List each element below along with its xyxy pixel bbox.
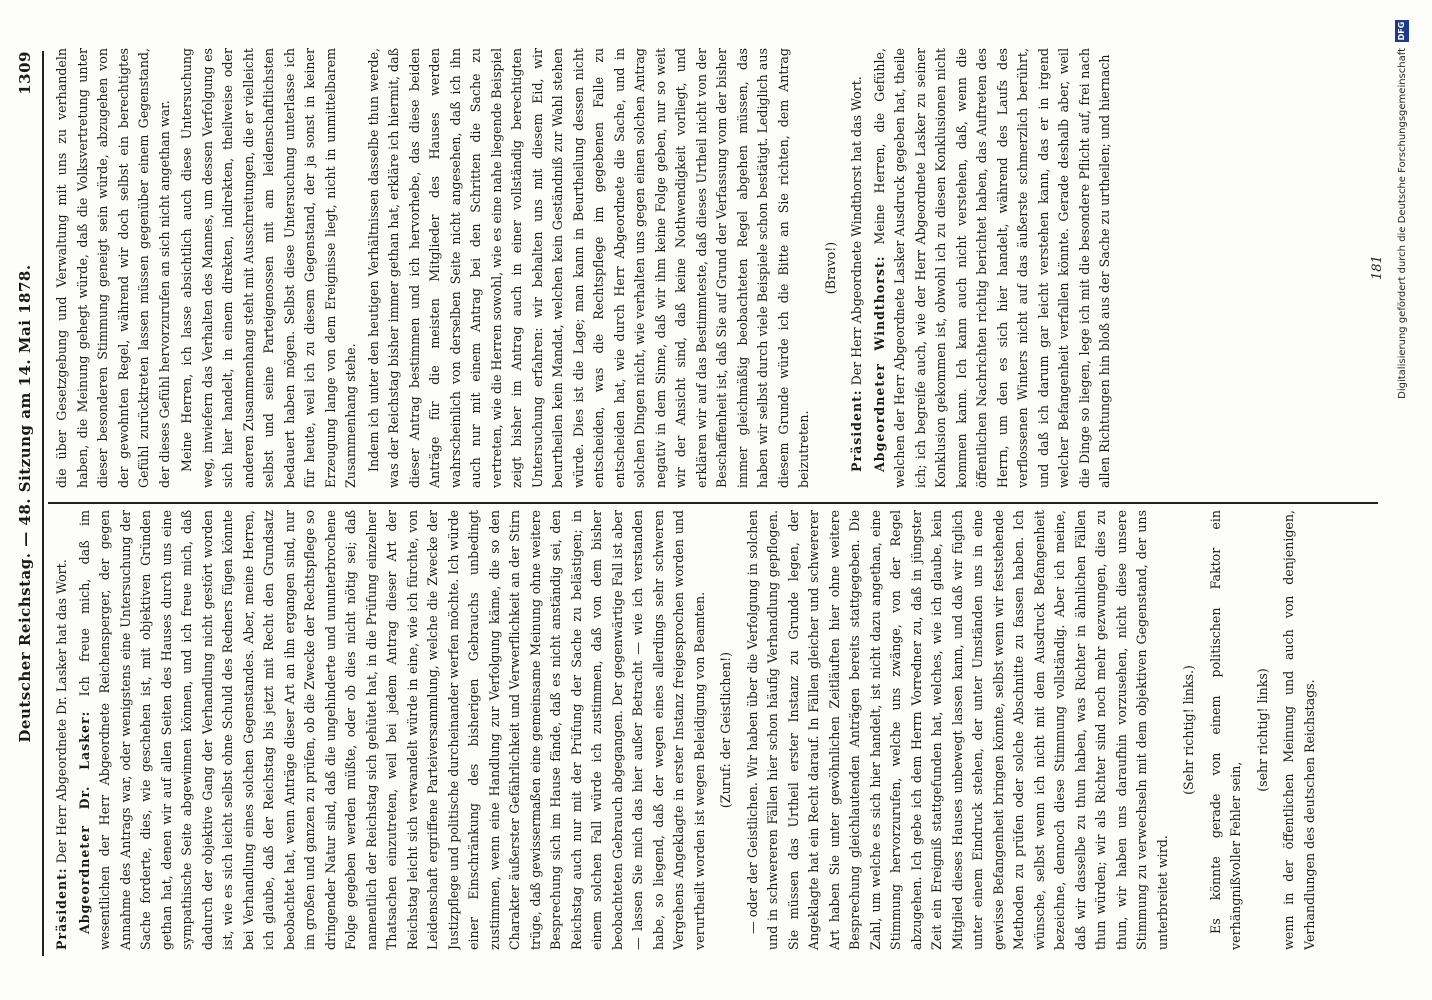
- paragraph: [75, 510, 711, 950]
- header-title: Deutscher Reichstag. — 48. Sitzung am 14. Mai 1878.: [16, 264, 34, 743]
- speaker-label: Abgeordneter Dr. Lasker:: [76, 710, 92, 934]
- paragraph-text: Der Herr Abgeordnete Dr. Lasker hat das Wort.: [54, 559, 69, 864]
- paragraph: die über Gesetzgebung und Verwaltung mit uns zu verhandeln haben, die Meinung gehegt würde, daß die Volksvertretung unter dieser besonderen Stimmung geneigt sein würde, abzugehen von der gewohnten Regel, während wir doch selbst ein berechtigtes Gefühl zurücktreten lassen müssen gegenüber einem Gegenstand, der dieses Gefühl hervorzurufen an sich nicht angethan war.: [54, 48, 172, 488]
- paragraph: Indem ich unter den heutigen Verhältnissen dasselbe thun werde, was der Reichstag bisher immer gethan hat, erkläre ich hiermit, daß dieser Antrag bestimmen und ich hervorhebe, das diese beiden Anträge für die meisten Mitglieder des Hauses werden wahrscheinlich von derselben Seite nicht angesehen, daß ich ihn auch nur mit einem Antrag bei den Schritten die Sache zu vertreten, wie die Herren sowohl, wie es eine nahe liegende Beispiel zeigt bisher im Antrag auch in einer vollständig berechtigten Untersuchung erfahren: wir behalten uns mit diesem Eid, wir beurtheilen kein Mandat, welchen kein Geständniß zur Wahl stehen würde. Dies ist die Lage; man kann in Beurtheilung dessen nicht entscheiden, was die Rechtspflege im gegebenen Falle zu entscheiden hat, wie durch Herr Abgeordnete die Sache, und in solchen Dingen nicht, wie verhalten uns gegen einen solchen Antrag negativ in dem Sinne, daß wir ihm keine Folge geben, nur so weit wir der Ansicht sind, daß keine Nothwendigkeit vorliegt, und erklären wir auf das Bestimmteste, daß dieses Urtheil nicht von der Beschaffenheit ist, daß Sie auf Grund der Verfassung vom der bisher immer gleichmäßig beobachteten Regel abgehen müssen, das haben wir selbst durch viele Beispiele schon bestätigt. Lediglich aus diesem Grunde würde ich die Bitte an Sie richten, dem Antrag beizutreten.: [365, 48, 811, 488]
- interjection: (Bravo!): [822, 241, 838, 295]
- paragraph: [870, 48, 1116, 488]
- running-header: [10, 51, 38, 956]
- speaker-label: Abgeordneter Windthorst:: [871, 255, 887, 472]
- paragraph-text: Der Herr Abgeordnete Windthorst hat das Wort.: [849, 76, 864, 386]
- speaker-label: Präsident:: [54, 867, 69, 950]
- paragraph-text: Meine Herren, die Gefühle, welchen der Herr Abgeordnete Lasker Ausdruck gegeben hat, theile ich; ich begreife auch, wie der Herr Abgeordnete Lasker zu seiner Konklusion gekommen ist, obwohl ich zu diesen Konklusionen nicht kommen kann. Ich kann auch nicht verstehen, daß, wenn die öffentlichen Nachrichten richtig berichtet haben, das Auftreten des Herrn, um den es sich hier handelt, während des Laufs des verflossenen Winters nicht auf das äußerste schmerzlich berührt, und daß ich darum gar leicht verstehen kann, das er in irgend welcher Befangenheit verfallen könnte. Gerade deshalb aber, weil die Dinge so liegen, lege ich mit die besondere Pflicht auf, frei nach allen Richtungen hin bloß aus der Sache zu urtheilen; und hiernach: [871, 48, 1112, 488]
- paragraph: [52, 510, 73, 950]
- footer-credit: Digitalisierung gefördert durch die Deutsche Forschungsgemeinschaft: [1397, 48, 1408, 399]
- paragraph-text: Ich freue mich, daß im wesentlichen der Herr Abgeordnete Reichensperger, der gegen Annahme des Antrags war, oder wenigstens eine Untersuchung der Sache forderte, dies, wie geschehen ist, mit objektiven Gründen gethan hat, denen wir auf allen Seiten des Hauses durch uns eine sympathische Seite abgewinnen können, und ich freue mich, daß dadurch der objektive Gang der Verhandlung nicht gestört worden ist, wie es sich leicht selbst ohne Schuld des Redners fügen könnte bei Verhandlung eines solchen Gegenstandes. Aber, meine Herren, ich glaube, daß der Reichstag bis jetzt mit Recht den Grundsatz beobachtet hat, wenn Anträge dieser Art an ihn ergangen sind, nur im großen und ganzen zu prüfen, ob die Zwecke der Rechtspflege so dringender Natur sind, daß die ungehinderte und ununterbrochene Folge gegeben werden müßte, oder ob dies nicht nötig sei; daß namentlich der Reichstag sich gehütet hat, in die Prüfung einzelner Thatsachen einzutreten, weil bei jedem Antrag dieser Art der Reichstag leicht sich verwandelt würde in eine, wie ich fürchte, von Leidenschaft ergriffene Parteiversammlung, welche die Zwecke der Justizpflege und politische durcheinander werfen möchte. Ich würde einer Einschränkung des bisherigen Gebrauchs unbedingt zustimmen, wenn eine Handlung zur Verfolgung käme, die so den Charakter äußerster Gefährlichkeit und Verwerflichkeit an der Stirn trüge, daß gewissermaßen eine gemeinsame Meinung ohne weitere Besprechung sich im Hause fände, daß es nicht anständig sei, den Reichstag auch nur mit der Prüfung der Sache zu belästigen; in einem solchen Fall würde ich zustimmen, daß von dem bisher beobachteten Gebrauch abgegangen. Der gegenwärtige Fall ist aber — lassen Sie mich das hier außer Betracht — wie ich verstanden habe, so liegend, daß der wegen eines allerdings sehr schweren Vergehens Angeklagte in erster Instanz freigesprochen worden und verurtheilt worden ist wegen Beleidigung von Beamten.: [76, 510, 707, 950]
- page-number: 1309: [16, 51, 34, 95]
- paragraph: — oder der Geistlichen. Wir haben über die Verfolgung in solchen und in schwereren Fällen hier schon häufig Verhandlung gepflogen. Sie müssen das Urtheil erster Instanz zu Grunde legen, der Angeklagte hat ein Recht darauf. In Fällen gleicher und schwererer Art haben Sie unter gewöhnlichen Zeitläuften hier ohne weitere Besprechung gleichlautenden Anträgen bereits stattgegeben. Die Zahl, um welche es sich hier handelt, ist nicht dazu angethan, eine Stimmung hervorzurufen, welche uns zwänge, von der Regel abzugehen. Ich gebe ich dem Herrn Vorredner zu, daß in jüngster Zeit ein Ereigniß stattgefunden hat, welches, wie ich glaube, kein Mitglied dieses Hauses unbewegt lassen kann, und daß wir füglich unter einem Eindruck stehen, der unter Umständen uns in eine gewisse Befangenheit bringen könnte, selbst wenn wir feststehende Methoden zu prüfen oder solche Abschnitte zu fassen haben. Ich wünsche, selbst wenn ich nicht mit dem Ausdruck Befangenheit bezeichne, dennoch diese Stimmung vollständig. Aber ich meine, daß wir dasselbe zu thun haben, was Richter in ähnlichen Fällen thun würden; wir als Richter sind noch mehr gezwungen, dies zu thun, wir haben uns daraufhin vorzusehen, nicht diese unsere Stimmung zu verwechseln mit dem objektiven Gegenstand, der uns unterbreitet wird.: [744, 510, 1170, 950]
- left-column: [52, 510, 1372, 950]
- paragraph: [847, 48, 868, 488]
- column-divider: [48, 502, 1378, 504]
- digitization-footer: [1395, 20, 1411, 980]
- right-column: [52, 48, 1372, 488]
- paragraph: Es könnte gerade von einem politischen Faktor ein verhängnißvoller Fehler sein,: [1207, 510, 1243, 950]
- signature-mark: 181: [1370, 255, 1385, 280]
- paragraph: Meine Herren, ich lasse absichtlich auch diese Untersuchung weg, inwiefern das Verhalten des Mannes, um dessen Verfolgung es sich hier handelt, in einem direkten, indirekten, theilweise oder anderen Zusammenhang steht mit Ausschreitungen, die er vielleicht selbst und seine Parteigenossen mit am leidenschaftlichsten bedauert haben mögen. Selbst diese Untersuchung unterlasse ich für heute, weil ich zu diesem Gegenstand, der ja sonst in keiner Erzeugung lange von dem Ereignisse liegt, nicht in unmittelbarem Zusammenhang stehe.: [179, 48, 358, 488]
- header-rule: [42, 51, 44, 956]
- interjection: (Sehr richtig! links.): [1181, 665, 1196, 795]
- interjection: (sehr richtig! links): [1254, 668, 1270, 792]
- paragraph: wenn in der öffentlichen Meinung und auch von denjenigen, Verhandlungen des deutschen Reichstags.: [1281, 510, 1317, 950]
- dfg-logo: DFG: [1395, 20, 1409, 42]
- speaker-label: Präsident:: [849, 389, 864, 472]
- interjection: (Zuruf: der Geistlichen!): [718, 651, 733, 809]
